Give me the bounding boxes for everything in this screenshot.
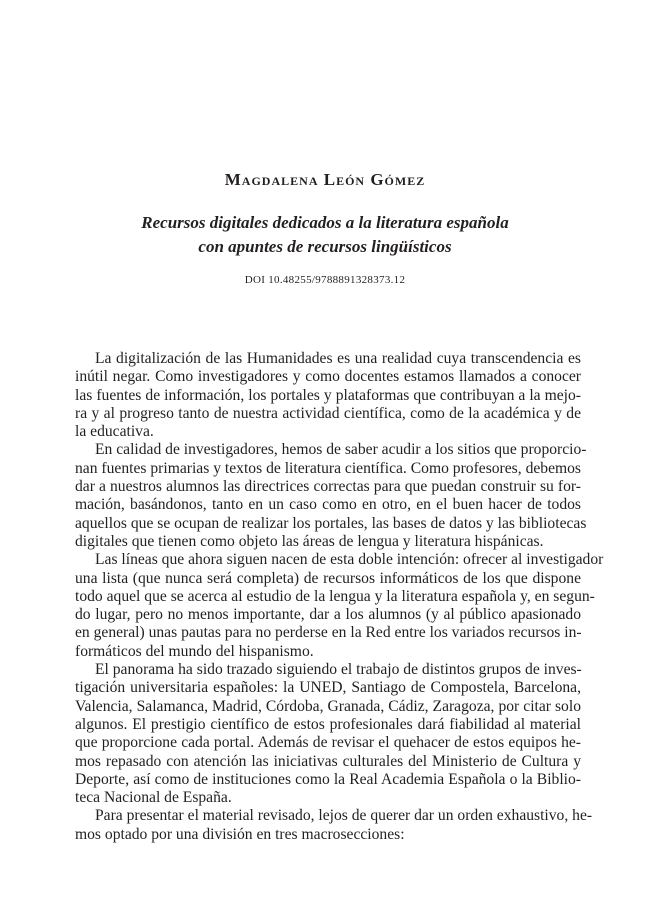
author-name: Magdalena León Gómez bbox=[224, 170, 426, 189]
text-line: dar a nuestros alumnos las directrices correctas para que puedan construir su for- bbox=[75, 478, 581, 496]
text-line: que proporcione cada portal. Además de revisar el quehacer de estos equipos he- bbox=[75, 734, 581, 752]
text-line: El panorama ha sido trazado siguiendo el trabajo de distintos grupos de inves- bbox=[95, 661, 582, 679]
text-line: la educativa. bbox=[75, 423, 154, 441]
text-line: En calidad de investigadores, hemos de saber acudir a los sitios que proporcio- bbox=[95, 441, 587, 459]
text-line: inútil negar. Como investigadores y como docentes estamos llamados a conocer bbox=[75, 368, 581, 386]
text-line: aquellos que se ocupan de realizar los portales, las bases de datos y las bibliotecas bbox=[75, 514, 587, 532]
text-line: mación, basándonos, tanto en un caso como en otro, en el buen hacer de todos bbox=[75, 496, 581, 514]
paragraph bbox=[75, 350, 581, 441]
text-line: do lugar, pero no menos importante, dar a los alumnos (y al público apasionado bbox=[75, 606, 581, 624]
text-line: mos optado por una división en tres macrosecciones: bbox=[75, 825, 405, 843]
text-line: las fuentes de información, los portales y plataformas que contribuyan a la mejo- bbox=[75, 386, 581, 404]
paragraph bbox=[75, 807, 593, 844]
chapter-title bbox=[0, 211, 650, 259]
text-line: teca Nacional de España. bbox=[75, 789, 232, 807]
text-line: Para presentar el material revisado, lejos de querer dar un orden exhaustivo, he- bbox=[95, 807, 593, 825]
chapter-title-line-2: con apuntes de recursos lingüísticos bbox=[198, 237, 452, 256]
text-line: ra y al progreso tanto de nuestra actividad científica, como de la académica y de bbox=[75, 404, 581, 422]
paragraph bbox=[75, 441, 587, 551]
text-line: en general) unas pautas para no perderse en la Red entre los variados recursos in- bbox=[75, 624, 582, 642]
body-text bbox=[75, 350, 604, 844]
text-line: todo aquel que se acerca al estudio de la lengua y la literatura española y, en segun- bbox=[75, 587, 595, 605]
doi-identifier: DOI 10.48255/9788891328373.12 bbox=[244, 274, 406, 286]
text-line: digitales que tienen como objeto las áreas de lengua y literatura hispánicas. bbox=[75, 532, 544, 550]
text-line: una lista (que nunca será completa) de recursos informáticos de los que dispone bbox=[75, 569, 581, 587]
chapter-title-line-1: Recursos digitales dedicados a la literatura española bbox=[141, 213, 509, 232]
paragraph bbox=[75, 551, 604, 661]
paragraph bbox=[75, 661, 581, 807]
text-line: Las líneas que ahora siguen nacen de esta doble intención: ofrecer al investigador bbox=[95, 551, 604, 569]
text-line: mos repasado con atención las iniciativas culturales del Ministerio de Cultura y bbox=[75, 752, 581, 770]
text-line: La digitalización de las Humanidades es una realidad cuya transcendencia es bbox=[95, 350, 581, 367]
text-line: Valencia, Salamanca, Madrid, Córdoba, Granada, Cádiz, Zaragoza, por citar solo bbox=[75, 697, 581, 715]
text-line: tigación universitaria españoles: la UNED, Santiago de Compostela, Barcelona, bbox=[75, 679, 581, 697]
text-line: Deporte, así como de instituciones como la Real Academia Española o la Biblio- bbox=[75, 770, 581, 788]
text-line: nan fuentes primarias y textos de literatura científica. Como profesores, debemos bbox=[75, 459, 581, 477]
text-line: formáticos del mundo del hispanismo. bbox=[75, 642, 314, 660]
text-line: algunos. El prestigio científico de estos profesionales dará fiabilidad al material bbox=[75, 715, 581, 733]
